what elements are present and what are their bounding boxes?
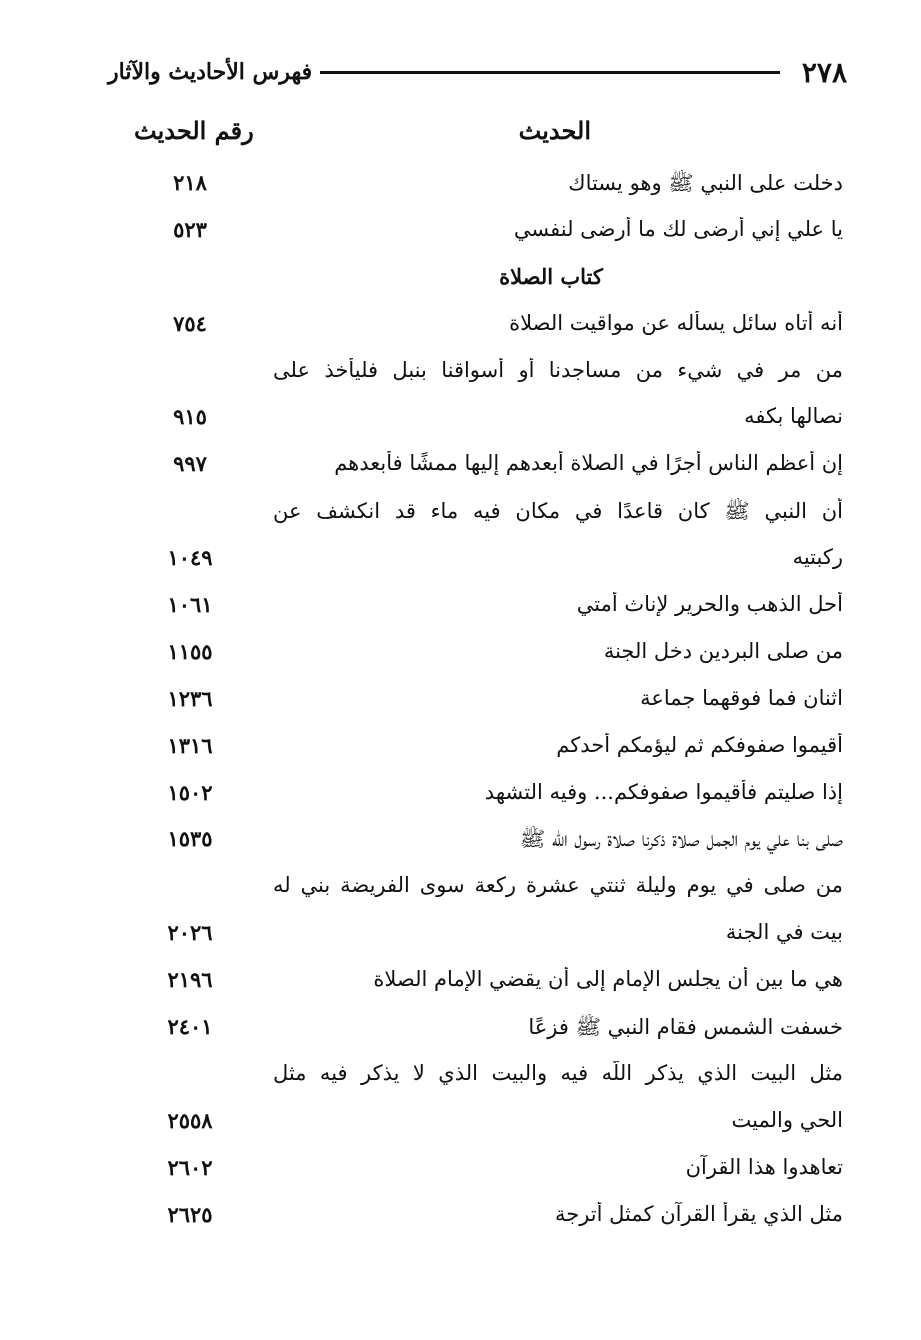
hadith-text: من صلى في يوم وليلة ثنتي عشرة ركعة سوى الفريضة بني له: [273, 873, 843, 898]
index-row: [0, 539, 921, 586]
hadith-number: ٢٦٢٥: [167, 1201, 213, 1227]
index-row: [0, 633, 921, 680]
hadith-text: إن أعظم الناس أجرًا في الصلاة أبعدهم إليها ممشًا فأبعدهم: [334, 451, 843, 476]
hadith-text: اثنان فما فوقهما جماعة: [640, 685, 843, 710]
hadith-text: ركبتيه: [792, 545, 843, 570]
hadith-number: ٢٥٥٨: [167, 1107, 213, 1133]
hadith-text: تعاهدوا هذا القرآن: [685, 1154, 843, 1179]
hadith-text: دخلت على النبي ﷺ وهو يستاك: [568, 171, 843, 195]
page-title: فهرس الأحاديث والآثار: [108, 59, 313, 85]
hadith-number: ٢٤٠١: [167, 1014, 213, 1040]
hadith-number: ٢٠٢٦: [167, 920, 213, 946]
hadith-text: أحل الذهب والحرير لإناث أمتي: [576, 592, 843, 617]
index-row: [0, 352, 921, 399]
index-row: [0, 1149, 921, 1196]
hadith-index-list: [0, 164, 921, 1242]
page-number: ٢٧٨: [801, 55, 847, 89]
hadith-number: ١٥٠٢: [167, 779, 213, 805]
hadith-number: ٢٦٠٢: [167, 1154, 213, 1180]
index-row: [0, 586, 921, 633]
index-row: [0, 867, 921, 914]
index-row: [0, 727, 921, 774]
hadith-text: من صلى البردين دخل الجنة: [603, 638, 843, 663]
hadith-number: ٧٥٤: [173, 310, 207, 336]
page-header: [108, 52, 847, 92]
index-row: [0, 680, 921, 727]
index-row: [0, 164, 921, 211]
hadith-number: ١٥٣٥: [167, 826, 213, 852]
hadith-text: أن النبي ﷺ كان قاعدًا في مكان فيه ماء قد انكشف عن: [273, 499, 843, 524]
index-row: [0, 1196, 921, 1243]
hadith-text: مثل الذي يقرأ القرآن كمثل أترجة: [554, 1201, 843, 1226]
index-row: [0, 445, 921, 492]
index-row: [0, 305, 921, 352]
hadith-number: ١٣١٦: [167, 732, 213, 758]
index-row: [0, 1055, 921, 1102]
hadith-number: ٢١٨: [173, 170, 207, 195]
hadith-text: صلى بنا علي يوم الجمل صلاة ذكرنا صلاة رسول اللّه ﷺ: [519, 827, 843, 852]
index-row: [0, 398, 921, 445]
hadith-number: ١٠٦١: [167, 592, 213, 618]
hadith-number: ١١٥٥: [167, 638, 213, 664]
hadith-text: خسفت الشمس فقام النبي ﷺ فزعًا: [528, 1015, 843, 1040]
column-header-hadith: الحديث: [518, 116, 591, 145]
index-row: [0, 961, 921, 1008]
hadith-text: أنه أتاه سائل يسأله عن مواقيت الصلاة: [509, 310, 843, 335]
section-heading: [0, 258, 921, 305]
hadith-text: هي ما بين أن يجلس الإمام إلى أن يقضي الإمام الصلاة: [373, 967, 843, 992]
index-row: [0, 1008, 921, 1055]
hadith-text: إذا صليتم فأقيموا صفوفكم... وفيه التشهد: [484, 779, 843, 804]
hadith-text: بيت في الجنة: [725, 920, 843, 945]
hadith-number: ١٢٣٦: [167, 685, 213, 711]
index-row: [0, 492, 921, 539]
hadith-number: ٥٢٣: [173, 216, 207, 242]
index-row: [0, 914, 921, 961]
column-headers: [100, 116, 841, 156]
hadith-text: مثل البيت الذي يذكر اللّه فيه والبيت الذي لا يذكر فيه مثل: [273, 1060, 843, 1085]
index-row: [0, 820, 921, 867]
hadith-text: يا علي إني أرضى لك ما أرضى لنفسي: [513, 216, 843, 241]
index-row: [0, 774, 921, 821]
index-row: [0, 211, 921, 258]
hadith-text: من مر في شيء من مساجدنا أو أسواقنا بنبل فليأخذ على: [273, 357, 843, 382]
column-header-number: رقم الحديث: [134, 116, 254, 145]
hadith-number: ٩٩٧: [173, 451, 207, 477]
header-rule: [320, 71, 780, 74]
hadith-number: ٩١٥: [173, 404, 207, 430]
hadith-number: ١٠٤٩: [167, 545, 213, 571]
section-title: كتاب الصلاة: [499, 263, 603, 289]
hadith-text: أقيموا صفوفكم ثم ليؤمكم أحدكم: [556, 732, 843, 757]
index-row: [0, 1102, 921, 1149]
hadith-text: نصالها بكفه: [744, 404, 843, 429]
hadith-number: ٢١٩٦: [167, 967, 213, 993]
hadith-text: الحي والميت: [731, 1107, 843, 1132]
